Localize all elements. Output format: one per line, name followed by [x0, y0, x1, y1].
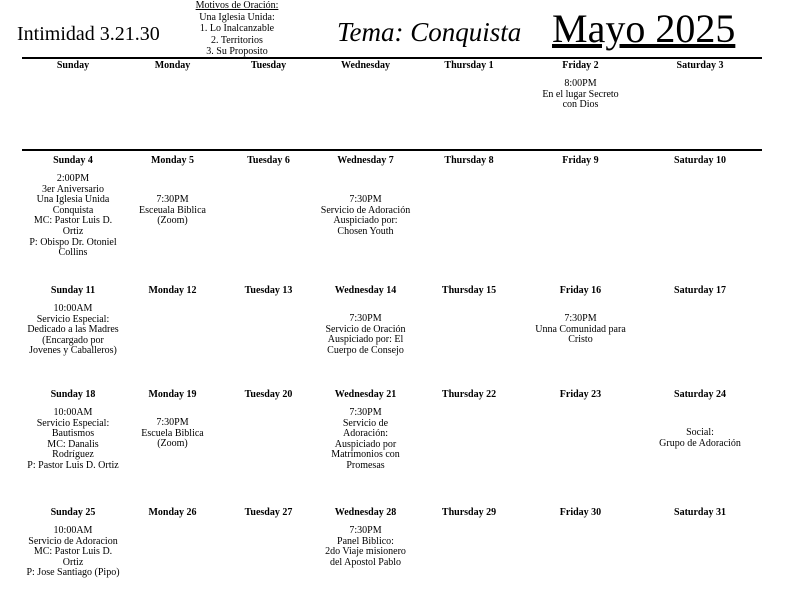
- week-row: [22, 506, 762, 592]
- day-event: 10:00AM Servicio de Adoracion MC: Pastor Luis D. Ortiz P: Jose Santiago (Pipo): [26, 525, 120, 579]
- day-label: Wednesday 7: [337, 155, 394, 166]
- day-cell: [22, 284, 124, 388]
- day-event: 10:00AM Servicio Especial: Bautismos MC: Danalis Rodríguez P: Pastor Luis D. Ortiz: [27, 407, 119, 471]
- day-cell: [124, 388, 221, 506]
- day-cell: [221, 506, 316, 592]
- day-cell: [523, 151, 638, 284]
- day-label: Saturday 24: [674, 389, 726, 400]
- day-cell: [523, 388, 638, 506]
- day-label: Sunday: [56, 60, 90, 71]
- day-label: Sunday 25: [50, 507, 96, 518]
- day-label: Tuesday 20: [244, 389, 293, 400]
- prayer-title: Motivos de Oración:: [195, 0, 279, 11]
- day-label: Thursday 22: [441, 389, 497, 400]
- day-cell: [638, 388, 762, 506]
- day-event: 7:30PM Panel Biblico: 2do Viaje misionero del Apostol Pablo: [325, 525, 406, 568]
- day-label: Monday 19: [148, 389, 197, 400]
- day-label: Monday 5: [150, 155, 195, 166]
- day-label: Saturday 10: [674, 155, 726, 166]
- week-row: [22, 284, 762, 388]
- day-cell: [22, 59, 124, 149]
- day-event: 7:30PM Unna Comunidad para Cristo: [535, 313, 626, 346]
- day-cell: [316, 506, 415, 592]
- day-label: Tuesday: [250, 60, 287, 71]
- day-label: Sunday 18: [50, 389, 96, 400]
- day-label: Thursday 29: [441, 507, 497, 518]
- calendar-week: [22, 284, 762, 388]
- theme-title: Tema: Conquista: [337, 17, 522, 47]
- calendar-week: [22, 59, 762, 149]
- day-label: Sunday 4: [53, 155, 93, 166]
- calendar-week: [22, 388, 762, 506]
- day-event: 7:30PM Servicio de Oración Auspiciado por: El Cuerpo de Consejo: [325, 313, 406, 356]
- day-label: Wednesday 14: [334, 285, 397, 296]
- day-label: Tuesday 13: [244, 285, 293, 296]
- day-cell: [221, 151, 316, 284]
- day-cell: [22, 151, 124, 284]
- day-cell: [124, 59, 221, 149]
- day-cell: [523, 284, 638, 388]
- day-label: Saturday 17: [674, 285, 726, 296]
- calendar-week: [22, 506, 762, 592]
- day-label: Wednesday 28: [334, 507, 397, 518]
- day-cell: [415, 506, 523, 592]
- day-cell: [415, 388, 523, 506]
- day-cell: [638, 151, 762, 284]
- day-label: Saturday 3: [676, 60, 724, 71]
- day-cell: [415, 151, 523, 284]
- day-cell: [415, 284, 523, 388]
- week-row: [22, 151, 762, 284]
- day-cell: [124, 506, 221, 592]
- day-label: Thursday 8: [444, 155, 494, 166]
- calendar-grid: [22, 59, 762, 592]
- day-cell: [22, 388, 124, 506]
- day-label: Monday 12: [148, 285, 197, 296]
- calendar-subtitle-left: Intimidad 3.21.30: [17, 23, 160, 45]
- day-cell: [221, 388, 316, 506]
- day-label: Friday 16: [559, 285, 602, 296]
- day-cell: [638, 506, 762, 592]
- day-cell: [316, 59, 415, 149]
- day-event: 2:00PM 3er Aniversario Una Iglesia Unida Conquista MC: Pastor Luis D. Ortiz P: Obispo Dr. Otoniel Collins: [29, 173, 117, 259]
- day-cell: [523, 59, 638, 149]
- day-label: Tuesday 6: [247, 155, 290, 166]
- day-event: 7:30PM Servicio de Adoración: Auspiciado por Matrimonios con Promesas: [331, 407, 400, 471]
- day-label: Monday: [154, 60, 191, 71]
- day-label: Tuesday 27: [244, 507, 293, 518]
- prayer-line: 3. Su Proposito: [206, 46, 268, 57]
- day-cell: [221, 284, 316, 388]
- day-cell: [124, 284, 221, 388]
- prayer-topics: [178, 0, 296, 58]
- day-cell: [638, 59, 762, 149]
- day-cell: [523, 506, 638, 592]
- day-cell: [316, 284, 415, 388]
- month-title: Mayo 2025: [552, 6, 736, 51]
- day-cell: [221, 59, 316, 149]
- day-label: Friday 2: [562, 60, 599, 71]
- calendar-week: [22, 149, 762, 284]
- day-label: Wednesday 21: [334, 389, 397, 400]
- day-label: Wednesday: [341, 60, 390, 71]
- day-cell: [124, 151, 221, 284]
- prayer-line: 1. Lo Inalcanzable: [199, 23, 275, 34]
- day-cell: [638, 284, 762, 388]
- week-row: [22, 59, 762, 149]
- day-cell: [415, 59, 523, 149]
- day-event: 10:00AM Servicio Especial: Dedicado a las Madres (Encargado por Jovenes y Caballeros): [27, 303, 119, 357]
- day-cell: [316, 151, 415, 284]
- day-cell: [316, 388, 415, 506]
- day-label: Friday 23: [559, 389, 602, 400]
- week-row: [22, 388, 762, 506]
- day-label: Thursday 15: [441, 285, 497, 296]
- day-label: Thursday 1: [444, 60, 494, 71]
- day-label: Monday 26: [148, 507, 197, 518]
- day-event: 7:30PM Escuela Biblica (Zoom): [141, 417, 204, 450]
- day-event: 7:30PM Esceuala Biblica (Zoom): [139, 194, 206, 227]
- day-label: Friday 9: [562, 155, 599, 166]
- day-event: 7:30PM Servicio de Adoración Auspiciado por: Chosen Youth: [320, 194, 411, 237]
- prayer-line: Una Iglesia Unida:: [199, 11, 275, 23]
- day-label: Sunday 11: [50, 285, 96, 296]
- prayer-line: 2. Territorios: [211, 34, 263, 46]
- day-label: Saturday 31: [674, 507, 726, 518]
- day-event: 8:00PM En el lugar Secreto con Dios: [542, 78, 619, 111]
- day-cell: [22, 506, 124, 592]
- day-event: Social: Grupo de Adoración: [659, 427, 741, 449]
- day-label: Friday 30: [559, 507, 602, 518]
